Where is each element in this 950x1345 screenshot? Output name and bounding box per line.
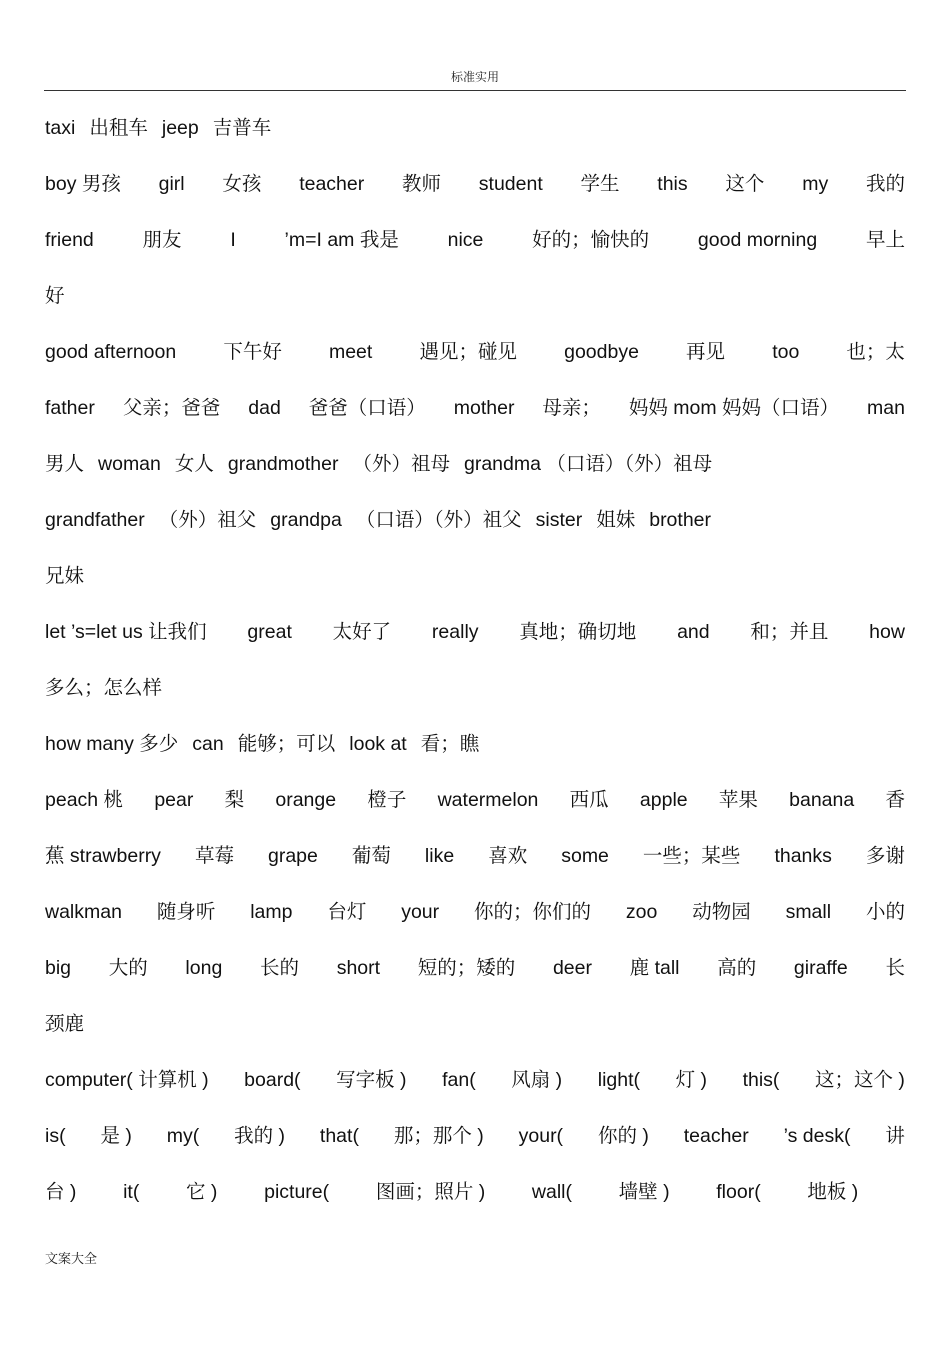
vocab-line [45, 450, 905, 478]
vocab-entry: board( [244, 1069, 301, 1091]
vocab-entry: zoo [625, 901, 658, 923]
vocab-entry: 动物园 [692, 901, 751, 923]
vocab-entry: 一些；某些 [642, 845, 741, 867]
page-header: 标准实用 [450, 70, 499, 84]
vocab-entry: 风扇 ) [511, 1069, 563, 1091]
vocab-entry: 你的；你们的 [474, 901, 592, 923]
vocab-entry: 学生 [580, 173, 620, 195]
vocab-entry: 短的；矮的 [417, 957, 516, 979]
vocab-entry: how [869, 621, 905, 643]
vocab-entry: your [401, 901, 440, 923]
vocab-entry: sister [535, 509, 583, 531]
vocab-entry: teacher [683, 1125, 749, 1147]
vocab-entry: 橙子 [367, 789, 407, 811]
vocab-entry: light( [597, 1069, 641, 1091]
vocab-entry: 蕉 strawberry [45, 845, 161, 867]
vocab-line [45, 282, 905, 310]
vocab-entry: 好 [45, 285, 65, 307]
vocab-entry: ’s desk( [783, 1125, 851, 1147]
vocab-entry: 台灯 [327, 901, 367, 923]
vocab-entry: and [677, 621, 710, 643]
vocab-entry: small [785, 901, 832, 923]
vocab-entry: big [45, 957, 72, 979]
vocab-line [45, 1178, 905, 1206]
vocab-entry: this [657, 173, 688, 195]
vocab-entry: friend [45, 229, 94, 251]
vocab-entry: 写字板 ) [336, 1069, 407, 1091]
vocab-entry: walkman [45, 901, 122, 923]
vocab-entry: nice [447, 229, 484, 251]
vocab-entry: 这；这个 ) [814, 1069, 905, 1091]
vocab-line [45, 730, 905, 758]
vocab-entry: 我的 [865, 173, 905, 195]
vocab-entry: lamp [250, 901, 293, 923]
vocab-entry: great [247, 621, 292, 643]
vocab-entry: look at [349, 733, 407, 755]
vocab-entry: woman [98, 453, 161, 475]
vocab-entry: 颈鹿 [45, 1013, 85, 1035]
vocab-entry: 母亲； [542, 397, 601, 419]
vocab-entry: 下午好 [223, 341, 282, 363]
vocab-entry: brother [649, 509, 712, 531]
vocab-entry: 姐妹 [596, 509, 636, 531]
vocab-entry: picture( [264, 1181, 330, 1203]
vocab-entry: 小的 [865, 901, 905, 923]
vocab-entry: is( [45, 1125, 66, 1147]
vocab-entry: 随身听 [156, 901, 216, 923]
vocab-entry: 墙壁 ) [618, 1181, 670, 1203]
vocab-entry: taxi [45, 117, 76, 139]
vocab-entry: 女人 [174, 453, 214, 475]
vocab-entry: father [45, 397, 95, 419]
vocab-entry: 多么；怎么样 [45, 677, 163, 699]
vocab-entry: 女孩 [222, 173, 262, 195]
vocab-entry: 父亲；爸爸 [122, 397, 221, 419]
vocab-entry: 真地；确切地 [519, 621, 637, 643]
vocab-entry: good morning [697, 229, 818, 251]
vocab-entry: girl [158, 173, 185, 195]
vocab-entry: how many 多少 [45, 733, 179, 755]
vocab-entry: 灯 ) [675, 1069, 708, 1091]
vocab-entry: boy 男孩 [45, 173, 121, 195]
vocab-entry: 是 ) [100, 1125, 132, 1147]
vocab-entry: 朋友 [142, 229, 182, 251]
vocab-entry: 梨 [224, 789, 245, 811]
vocab-entry: I [230, 229, 236, 251]
vocab-entry: 地板 ) [807, 1181, 859, 1203]
vocab-entry: 教师 [402, 173, 442, 195]
vocab-line [45, 506, 905, 534]
vocab-entry: that( [319, 1125, 359, 1147]
vocab-entry: can [192, 733, 224, 755]
header-divider [44, 90, 906, 91]
vocab-entry: 男人 [45, 453, 85, 475]
vocab-entry: grandpa [270, 509, 342, 531]
vocab-entry: 苹果 [718, 789, 758, 811]
vocab-entry: apple [639, 789, 688, 811]
vocab-entry: 妈妈 mom 妈妈（口语） [628, 397, 840, 419]
vocab-entry: 它 ) [186, 1181, 218, 1203]
vocab-entry: banana [789, 789, 855, 811]
vocab-line [45, 1122, 905, 1150]
vocab-entry: too [772, 341, 800, 363]
vocab-entry: teacher [299, 173, 365, 195]
vocab-entry: giraffe [793, 957, 848, 979]
vocab-entry: some [561, 845, 609, 867]
vocab-line [45, 786, 905, 814]
vocab-line [45, 114, 905, 142]
vocab-entry: 也；太 [846, 341, 905, 363]
vocab-entry: 图画；照片 ) [375, 1181, 486, 1203]
vocab-entry: grandma （口语）（外）祖母 [464, 453, 713, 475]
vocab-entry: 多谢 [865, 845, 905, 867]
vocab-entry: man [867, 397, 905, 419]
vocab-entry: 高的 [717, 957, 757, 979]
vocab-entry: 遇见；碰见 [419, 341, 517, 363]
vocab-entry: grandmother [227, 453, 339, 475]
vocab-entry: 草莓 [194, 845, 234, 867]
vocab-entry: long [185, 957, 223, 979]
vocab-entry: good afternoon [45, 341, 177, 363]
vocab-entry: 那；那个 ) [393, 1125, 484, 1147]
vocab-entry: 鹿 tall [629, 957, 680, 979]
vocab-entry: fan( [442, 1069, 476, 1091]
vocab-line [45, 842, 905, 870]
vocab-line [45, 338, 905, 366]
vocab-entry: 吉普车 [212, 117, 272, 139]
page-footer: 文案大全 [45, 1251, 98, 1266]
vocab-entry: orange [275, 789, 337, 811]
vocab-entry: thanks [774, 845, 832, 867]
vocab-entry: 讲 [885, 1125, 905, 1147]
vocab-entry: short [336, 957, 381, 979]
vocab-line [45, 562, 905, 590]
vocab-entry: 能够；可以 [237, 733, 336, 755]
vocab-entry: 大的 [108, 957, 148, 979]
vocab-line [45, 394, 905, 422]
vocab-entry: （外）祖父 [158, 509, 257, 531]
vocab-entry: 看；瞧 [420, 733, 480, 755]
vocab-entry: let ’s=let us 让我们 [45, 621, 207, 643]
vocab-entry: ’m=I am 我是 [284, 229, 399, 251]
vocab-line [45, 954, 905, 982]
vocab-entry: 长 [885, 957, 905, 979]
vocab-line [45, 1066, 905, 1094]
vocab-entry: 葡萄 [351, 845, 391, 867]
vocab-line [45, 1010, 905, 1038]
vocab-entry: 这个 [725, 173, 765, 195]
vocab-entry: （口语）（外）祖父 [355, 509, 522, 531]
vocab-line [45, 618, 905, 646]
vocab-entry: 和；并且 [750, 621, 829, 643]
vocab-entry: jeep [161, 117, 199, 139]
vocab-line [45, 226, 905, 254]
vocab-entry: it( [123, 1181, 140, 1203]
vocab-entry: mother [453, 397, 515, 419]
vocab-entry: this( [742, 1069, 780, 1091]
vocab-entry: deer [552, 957, 592, 979]
vocab-entry: like [424, 845, 455, 867]
vocab-entry: 香 [885, 789, 905, 811]
vocab-entry: wall( [531, 1181, 572, 1203]
vocab-entry: 好的；愉快的 [532, 229, 650, 251]
vocab-entry: my( [166, 1125, 200, 1147]
vocab-entry: computer( 计算机 ) [45, 1069, 209, 1091]
vocab-entry: grandfather [45, 509, 145, 531]
vocab-entry: 太好了 [332, 621, 392, 643]
vocab-entry: 长的 [259, 957, 299, 979]
vocab-entry: really [431, 621, 479, 643]
vocab-entry: dad [248, 397, 281, 419]
vocab-line [45, 674, 905, 702]
vocab-entry: 喜欢 [488, 845, 528, 867]
vocab-entry: pear [154, 789, 194, 811]
vocab-entry: goodbye [564, 341, 639, 363]
vocab-entry: 再见 [686, 341, 726, 363]
vocab-entry: 台 ) [45, 1181, 77, 1203]
vocab-entry: 我的 ) [234, 1125, 286, 1147]
vocab-entry: 出租车 [89, 117, 148, 139]
vocab-entry: meet [328, 341, 373, 363]
vocab-entry: 兄妹 [45, 565, 85, 587]
vocab-entry: your( [518, 1125, 564, 1147]
vocab-entry: grape [267, 845, 318, 867]
vocab-entry: student [478, 173, 543, 195]
vocab-entry: my [802, 173, 829, 195]
vocab-line [45, 898, 905, 926]
vocab-line [45, 170, 905, 198]
vocab-entry: watermelon [437, 789, 539, 811]
vocab-entry: 爸爸（口语） [308, 397, 426, 419]
vocab-entry: 西瓜 [569, 789, 609, 811]
vocab-entry: peach 桃 [45, 789, 124, 811]
vocab-entry: 早上 [865, 229, 905, 251]
vocab-entry: （外）祖母 [352, 453, 450, 475]
vocab-entry: 你的 ) [597, 1125, 649, 1147]
vocab-entry: floor( [716, 1181, 761, 1203]
